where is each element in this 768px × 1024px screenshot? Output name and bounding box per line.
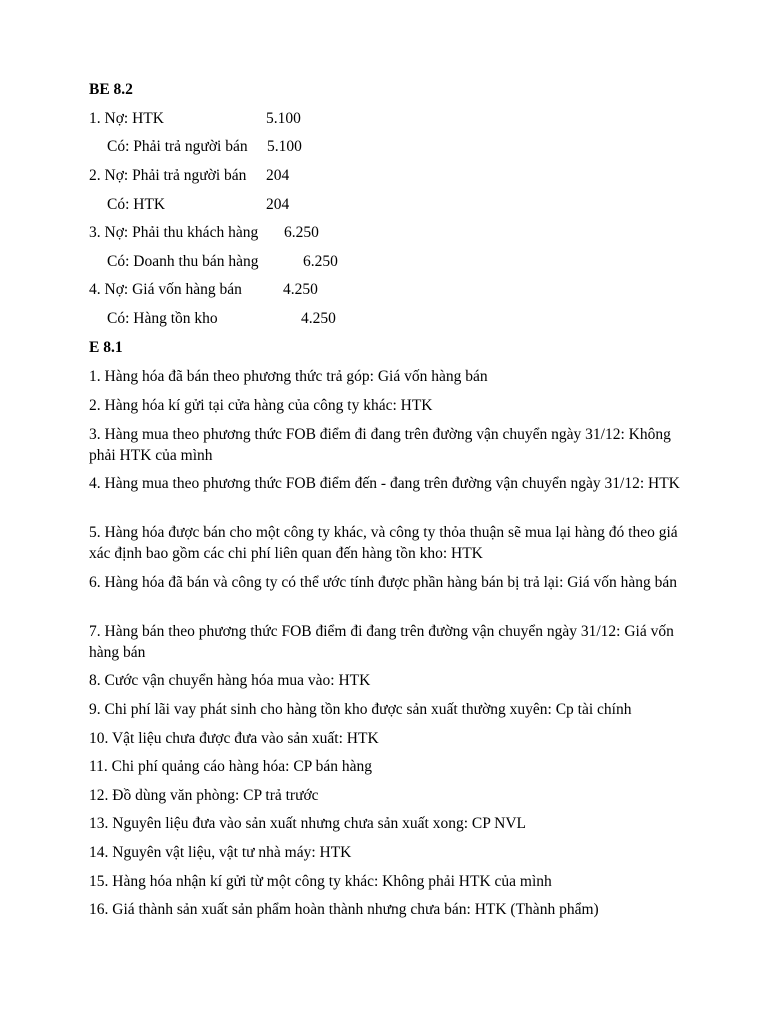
list-item: 7. Hàng bán theo phương thức FOB điểm đi đang trên đường vận chuyển ngày 31/12: Giá vốn hàng bán	[89, 623, 674, 661]
list-item: 13. Nguyên liệu đưa vào sản xuất nhưng chưa sản xuất xong: CP NVL	[89, 815, 527, 832]
journal-entry-debit	[89, 280, 318, 300]
entry-amount: 5.100	[266, 110, 301, 127]
list-item: 4. Hàng mua theo phương thức FOB điểm đến - đang trên đường vận chuyển ngày 31/12: HTK	[89, 475, 680, 492]
entry-amount: 204	[266, 196, 290, 213]
journal-entry-credit	[107, 195, 290, 215]
list-item: 9. Chi phí lãi vay phát sinh cho hàng tồn kho được sản xuất thường xuyên: Cp tài chính	[89, 701, 632, 718]
entry-label: 3. Nợ: Phải thu khách hàng	[89, 224, 259, 241]
list-item: 8. Cước vận chuyển hàng hóa mua vào: HTK	[89, 672, 371, 689]
entry-amount: 6.250	[303, 253, 338, 270]
list-item: 10. Vật liệu chưa được đưa vào sản xuất: HTK	[89, 730, 379, 747]
entry-label: Có: Phải trả người bán	[107, 138, 248, 155]
journal-entry-credit	[107, 252, 338, 272]
list-item: 1. Hàng hóa đã bán theo phương thức trả góp: Giá vốn hàng bán	[89, 368, 488, 385]
journal-entry-debit	[89, 166, 290, 186]
section-heading-e-8-1: E 8.1	[89, 339, 123, 356]
list-item: 3. Hàng mua theo phương thức FOB điểm đi đang trên đường vận chuyển ngày 31/12: Không phải HTK của mình	[89, 426, 671, 464]
journal-entry-credit	[107, 137, 302, 157]
journal-entry-debit	[89, 223, 319, 243]
entry-label: Có: Hàng tồn kho	[107, 310, 218, 327]
entry-label: Có: HTK	[107, 196, 166, 213]
entry-label: Có: Doanh thu bán hàng	[107, 253, 259, 270]
list-item: 12. Đồ dùng văn phòng: CP trả trước	[89, 787, 319, 804]
list-item: 15. Hàng hóa nhận kí gửi từ một công ty khác: Không phải HTK của mình	[89, 873, 552, 890]
entry-amount: 6.250	[284, 224, 319, 241]
entry-label: 4. Nợ: Giá vốn hàng bán	[89, 281, 242, 298]
entry-label: 1. Nợ: HTK	[89, 110, 164, 127]
entry-amount: 4.250	[301, 310, 336, 327]
list-item: 6. Hàng hóa đã bán và công ty có thể ước tính được phần hàng bán bị trả lại: Giá vốn hàng bán	[89, 574, 678, 591]
section-heading-be-8-2: BE 8.2	[89, 81, 133, 98]
entry-label: 2. Nợ: Phải trả người bán	[89, 167, 247, 184]
list-item: 11. Chi phí quảng cáo hàng hóa: CP bán hàng	[89, 758, 372, 775]
list-item: 5. Hàng hóa được bán cho một công ty khác, và công ty thỏa thuận sẽ mua lại hàng đó theo giá xác định bao gồm các chi phí liên quan đến hàng tồn kho: HTK	[89, 524, 678, 562]
entry-amount: 5.100	[267, 138, 302, 155]
list-item: 16. Giá thành sản xuất sản phẩm hoàn thành nhưng chưa bán: HTK (Thành phẩm)	[89, 901, 599, 918]
journal-entry-debit	[89, 109, 301, 129]
entry-amount: 204	[266, 167, 290, 184]
list-item: 2. Hàng hóa kí gửi tại cửa hàng của công ty khác: HTK	[89, 397, 433, 414]
list-item: 14. Nguyên vật liệu, vật tư nhà máy: HTK	[89, 844, 352, 861]
entry-amount: 4.250	[283, 281, 318, 298]
journal-entry-credit	[107, 309, 336, 329]
